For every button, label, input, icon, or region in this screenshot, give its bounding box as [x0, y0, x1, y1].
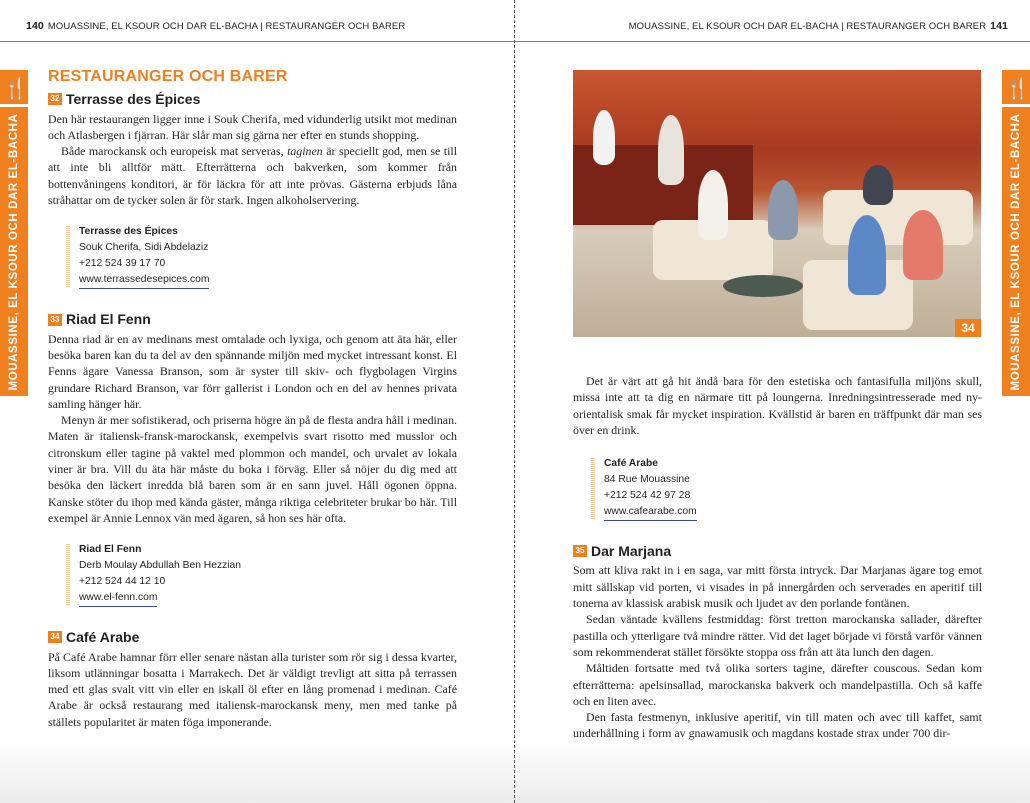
paragraph: Den fasta festmenyn, inklusive aperitif, vin till maten och avec till kaffet, samt underhållning i form av gnawamusik och magdans kostade strax under 700 dir-	[573, 710, 982, 741]
paragraph: Den här restaurangen ligger inne i Souk Cherifa, med vidunderlig utsikt mot medinan och Atlasbergen i fjärran. Här slår man sig gärna ner efter en stunds shopping.	[48, 111, 457, 142]
info-box: Riad El Fenn Derb Moulay Abdullah Ben Hezzian +212 524 44 12 10 www.el-fenn.com	[66, 542, 457, 607]
running-head: 140 MOUASSINE, EL KSOUR OCH DAR EL-BACHA | RESTAURANGER OCH BARER	[26, 20, 406, 32]
photo-badge: 34	[955, 319, 981, 337]
text-column	[48, 69, 457, 730]
side-tab: 🍴 MOUASSINE, EL KSOUR OCH DAR EL-BACHA	[1002, 70, 1030, 396]
page-number: 141	[990, 20, 1008, 32]
paragraph: Menyn är mer sofistikerad, och priserna högre än på de flesta andra håll i medinan. Maten är italiensk-fransk-marockansk, exempelvis svart risotto med musslor och citronskum eller tagine på vaktel med plommon och mandel, och urvalet av lokala viner är bra. Vill du äta här måste du boka i förväg. Eller så nöjer du dig med att besöka den läckert inredda blå baren som är en sann juvel. Håll ögonen öppna. Kanske stöter du ihop med kända gäster, många riktiga celebriteter brukar bo här. Till exempel är Annie Lennox vän med ägaren, så hon ses här ofta.	[48, 413, 457, 525]
fork-knife-icon: 🍴	[1005, 76, 1030, 100]
page-gutter	[514, 0, 515, 803]
side-tab: 🍴 MOUASSINE, EL KSOUR OCH DAR EL-BACHA	[0, 70, 28, 396]
entry-heading: 34 Café Arabe	[48, 629, 457, 645]
website-link[interactable]: www.cafearabe.com	[604, 504, 697, 521]
website-link[interactable]: www.el-fenn.com	[79, 590, 157, 607]
paragraph: Denna riad är en av medinans mest omtalade och lyxiga, och genom att äta här, eller besöka baren kan du ta del av den spännande miljön med mycket intressant konst. El Fenns ägare Vanessa Branson, som är syster till skiv- och flygbolagen Virgins grundare Richard Branson, var förr gallerist i London och en del av hennes privata samling hänger här.	[48, 331, 457, 411]
info-box: Terrasse des Épices Souk Cherifa, Sidi Abdelaziz +212 524 39 17 70 www.terrassedesepices.com	[66, 224, 457, 289]
paragraph: Måltiden fortsatte med två olika sorters tagine, därefter couscous. Sedan kom efterrätterna: apelsinsallad, marockanska bakverk och mandelpastilla. Och så kaffe och en liten avec.	[573, 661, 982, 708]
info-box: Café Arabe 84 Rue Mouassine +212 524 42 97 28 www.cafearabe.com	[591, 456, 982, 521]
paragraph: Både marockansk och europeisk mat serveras, taginen är speciellt god, men se till att inte bli alltför mätt. Efterrätterna och bakverken, som kommer från bottenvåningens konditori, är för läckra för att inte prövas. Gästerna erbjuds låna stråhattar om de tycker solen är för stark. Ingen alkoholservering.	[48, 144, 458, 208]
page-number: 140	[26, 20, 44, 32]
entry-heading: 33 Riad El Fenn	[48, 311, 457, 327]
entry-heading: 32 Terrasse des Épices	[48, 91, 457, 107]
running-head: MOUASSINE, EL KSOUR OCH DAR EL-BACHA | RESTAURANGER OCH BARER 141	[628, 20, 1008, 32]
paragraph: Som att kliva rakt in i en saga, var mitt första intryck. Dar Marjanas ägare tog emot mitt sällskap vid porten, vi visades in på innergården och serverades en aperitif till tonerna av klassisk arabisk musik och ljudet av den porlande fontänen.	[573, 563, 982, 611]
website-link[interactable]: www.terrassedesepices.com	[79, 272, 209, 289]
paragraph: Sedan väntade kvällens festmiddag: först tretton marockanska sallader, därefter pastilla och ytterligare två mindre rätter. Vid det laget började vi förstå varför vännen som rekommenderat stället försökte stoppa oss från att äta lunch den dagen.	[573, 612, 982, 659]
restaurant-photo	[573, 70, 981, 337]
fork-knife-icon: 🍴	[3, 76, 28, 100]
paragraph: På Café Arabe hamnar förr eller senare nästan alla turister som rör sig i dessa kvarter, liksom utlänningar bosatta i Marrakech. Det är väldigt trevligt att sitta på terrassen med ett glas svalt vitt vin eller en iskall öl efter en lång promenad i medinan. Café Arabe är också restaurang med italiensk-marockansk meny, men med tanke på ställets popularitet är maten föga imponerande.	[48, 649, 457, 729]
text-column	[573, 373, 982, 742]
entry-heading: 35 Dar Marjana	[573, 543, 982, 559]
paragraph: Det är värt att gå hit ändå bara för den estetiska och fantasifulla miljöns skull, missa inte att ta dig en närmare titt på loungerna. Inredningsintresserade med ny-orientalisk smak får mycket inspiration. Kvällstid är baren en träffpunkt där man ses över en drink.	[573, 374, 982, 437]
section-title: RESTAURANGER OCH BARER	[48, 68, 288, 85]
right-page	[515, 0, 1030, 803]
